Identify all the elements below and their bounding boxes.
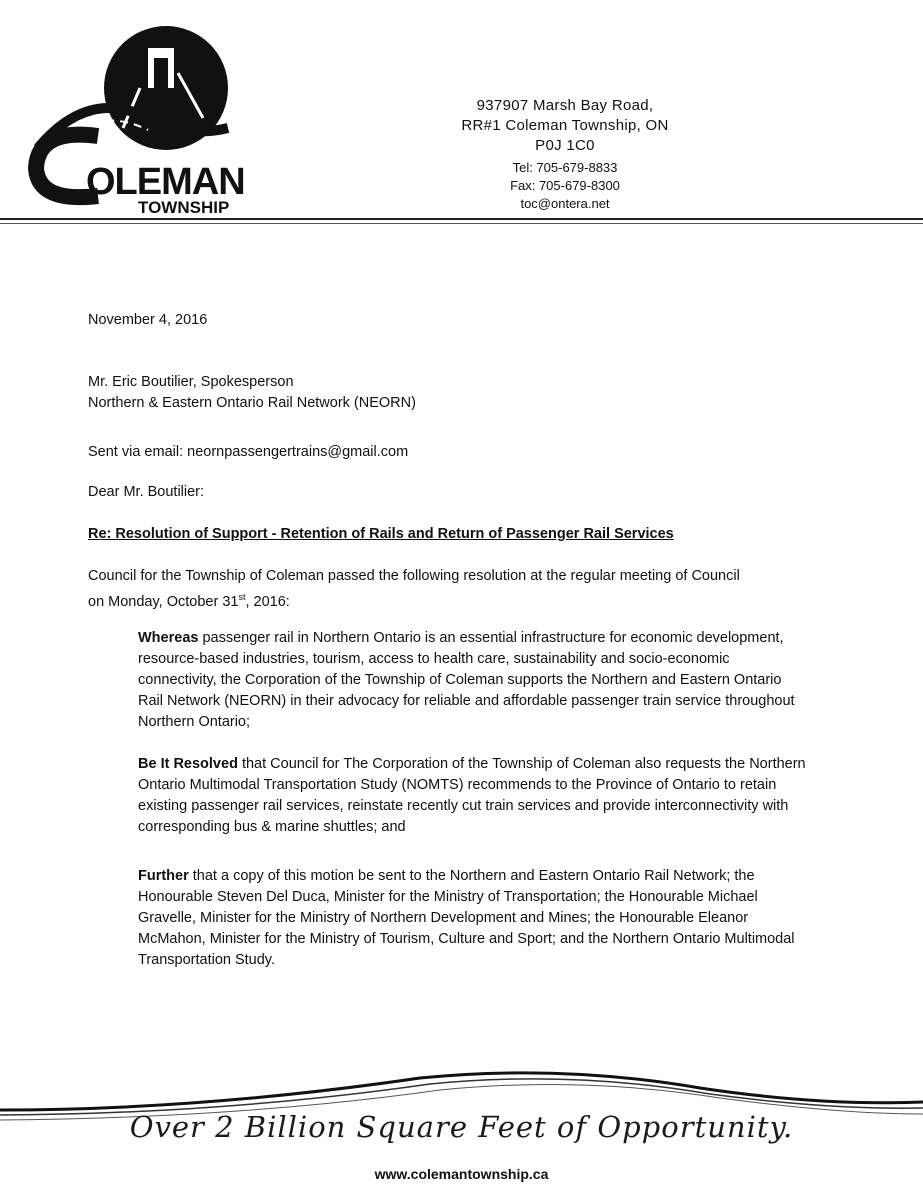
intro-paragraph [88, 566, 808, 613]
whereas-text: passenger rail in Northern Ontario is an essential infrastructure for economic development, resource-based industries, tourism, access to health care, sustainability and socio-economic connectivity, the Corporation of the Township of Coleman supports the Northern and Eastern Ontario Rail Network (NEORN) in their advocacy for reliable and affordable passenger train service throughout Northern Ontario; [138, 630, 795, 730]
phone-number: Tel: 705-679-8833 [512, 160, 618, 175]
further-paragraph [138, 866, 806, 971]
subject-line: Re: Resolution of Support - Retention of Rails and Return of Passenger Rail Services [88, 526, 674, 542]
whereas-paragraph [138, 628, 806, 733]
address-postal: P0J 1C0 [535, 137, 595, 154]
whereas-lead: Whereas [138, 630, 199, 646]
resolved-paragraph [138, 754, 806, 838]
header-rule-top [0, 218, 923, 220]
recipient-organization: Northern & Eastern Ontario Rail Network (NEORN) [88, 395, 416, 411]
further-text: that a copy of this motion be sent to the Northern and Eastern Ontario Rail Network; the Honourable Steven Del Duca, Minister for the Ministry of Transportation; the Honourable Michael Gravelle, Minister for the Ministry of Northern Development and Mines; the Honourable Eleanor McMahon, Minister for the Ministry of Tourism, Culture and Sport; and the Northern Ontario Multimodal Transportation Study. [138, 868, 795, 968]
intro-text-c: , 2016: [245, 593, 290, 610]
address-street: 937907 Marsh Bay Road, [476, 97, 654, 114]
salutation: Dear Mr. Boutilier: [88, 484, 205, 500]
footer-slogan: Over 2 Billion Square Feet of Opportunity. [129, 1110, 794, 1144]
resolved-lead: Be It Resolved [138, 756, 238, 772]
logo-wordmark: OLEMAN [86, 161, 245, 203]
fax-number: Fax: 705-679-8300 [510, 178, 620, 193]
logo-subtitle: TOWNSHIP [138, 198, 230, 217]
intro-superscript: st [238, 592, 246, 602]
header-rule-bottom [0, 223, 923, 224]
resolved-text: that Council for The Corporation of the Township of Coleman also requests the Northern Ontario Multimodal Transportation Study (NOMTS) recommends to the Province of Ontario to retain existing passenger rail services, reinstate recently cut train services and provide interconnectivity with corresponding bus & marine shuttles; and [138, 756, 806, 835]
further-lead: Further [138, 868, 189, 884]
letter-date: November 4, 2016 [88, 312, 208, 328]
address-block [420, 96, 710, 213]
intro-text-b: on Monday, October 31 [88, 593, 239, 610]
coleman-township-logo [28, 18, 278, 218]
sent-via-email: Sent via email: neornpassengertrains@gmail.com [88, 444, 409, 460]
recipient-name: Mr. Eric Boutilier, Spokesperson [88, 374, 294, 390]
footer-website: www.colemantownship.ca [374, 1166, 549, 1182]
contact-email: toc@ontera.net [520, 196, 610, 211]
intro-text-a: Council for the Township of Coleman passed the following resolution at the regular meeting of Council [88, 568, 740, 584]
address-city: RR#1 Coleman Township, ON [461, 117, 669, 134]
